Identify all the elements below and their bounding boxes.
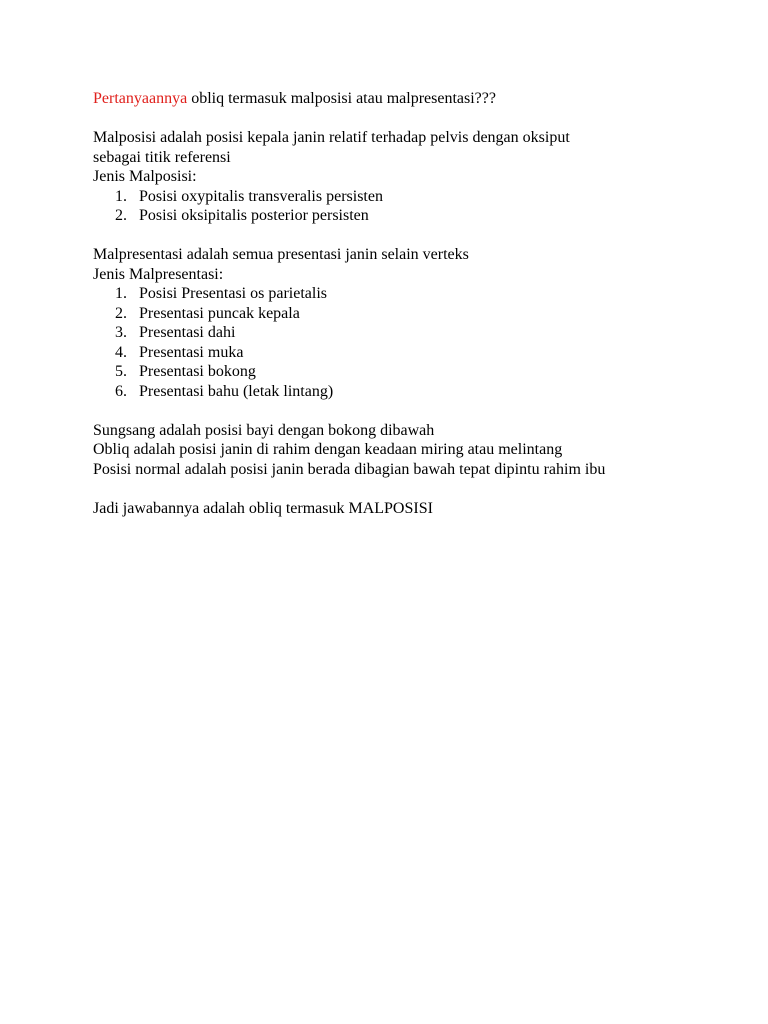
list-item-number: 6.	[115, 382, 127, 400]
list-item	[93, 343, 693, 363]
malposisi-definition-line1: Malposisi adalah posisi kepala janin relatif terhadap pelvis dengan oksiput	[93, 129, 570, 146]
list-item-number: 4.	[115, 343, 127, 361]
list-item	[93, 382, 693, 402]
list-item-text: Presentasi puncak kepala	[139, 304, 300, 322]
malposisi-list	[93, 187, 693, 226]
list-item	[93, 323, 693, 343]
paragraph-gap	[93, 226, 693, 246]
question-highlight: Pertanyaannya	[93, 90, 188, 107]
list-item-number: 3.	[115, 324, 127, 341]
list-item-text: Posisi oxypitalis transveralis persisten	[139, 187, 383, 205]
list-item-number: 2.	[115, 207, 127, 224]
list-item	[93, 284, 693, 304]
list-item-text: Presentasi bahu (letak lintang)	[139, 382, 334, 400]
paragraph-gap	[93, 401, 693, 421]
conclusion: Jadi jawabannya adalah obliq termasuk MALPOSISI	[93, 499, 433, 517]
list-item-number: 5.	[115, 363, 127, 380]
list-item	[93, 206, 693, 226]
sungsang-definition: Sungsang adalah posisi bayi dengan bokong dibawah	[93, 421, 435, 439]
obliq-definition: Obliq adalah posisi janin di rahim dengan keadaan miring atau melintang	[93, 441, 563, 458]
list-item-number: 2.	[115, 304, 127, 322]
malpresentasi-types-heading: Jenis Malpresentasi:	[93, 265, 224, 283]
list-item-text: Presentasi bokong	[139, 363, 256, 380]
malposisi-types-heading: Jenis Malposisi:	[93, 168, 197, 185]
normal-position-definition: Posisi normal adalah posisi janin berada dibagian bawah tepat dipintu rahim ibu	[93, 460, 606, 478]
paragraph-gap	[93, 109, 693, 129]
list-item	[93, 362, 693, 382]
list-item-text: Posisi oksipitalis posterior persisten	[139, 207, 369, 224]
question-line	[93, 89, 693, 109]
paragraph-gap	[93, 479, 693, 499]
document-page	[93, 89, 693, 518]
list-item-number: 1.	[115, 187, 127, 205]
malpresentasi-definition: Malpresentasi adalah semua presentasi janin selain verteks	[93, 246, 469, 263]
list-item-text: Presentasi dahi	[139, 324, 236, 341]
list-item	[93, 187, 693, 207]
malposisi-definition-line2: sebagai titik referensi	[93, 148, 231, 166]
list-item	[93, 304, 693, 324]
list-item-number: 1.	[115, 285, 127, 302]
question-text: obliq termasuk malposisi atau malpresentasi???	[187, 90, 496, 107]
list-item-text: Presentasi muka	[139, 343, 244, 361]
list-item-text: Posisi Presentasi os parietalis	[139, 285, 327, 302]
malpresentasi-list	[93, 284, 693, 401]
